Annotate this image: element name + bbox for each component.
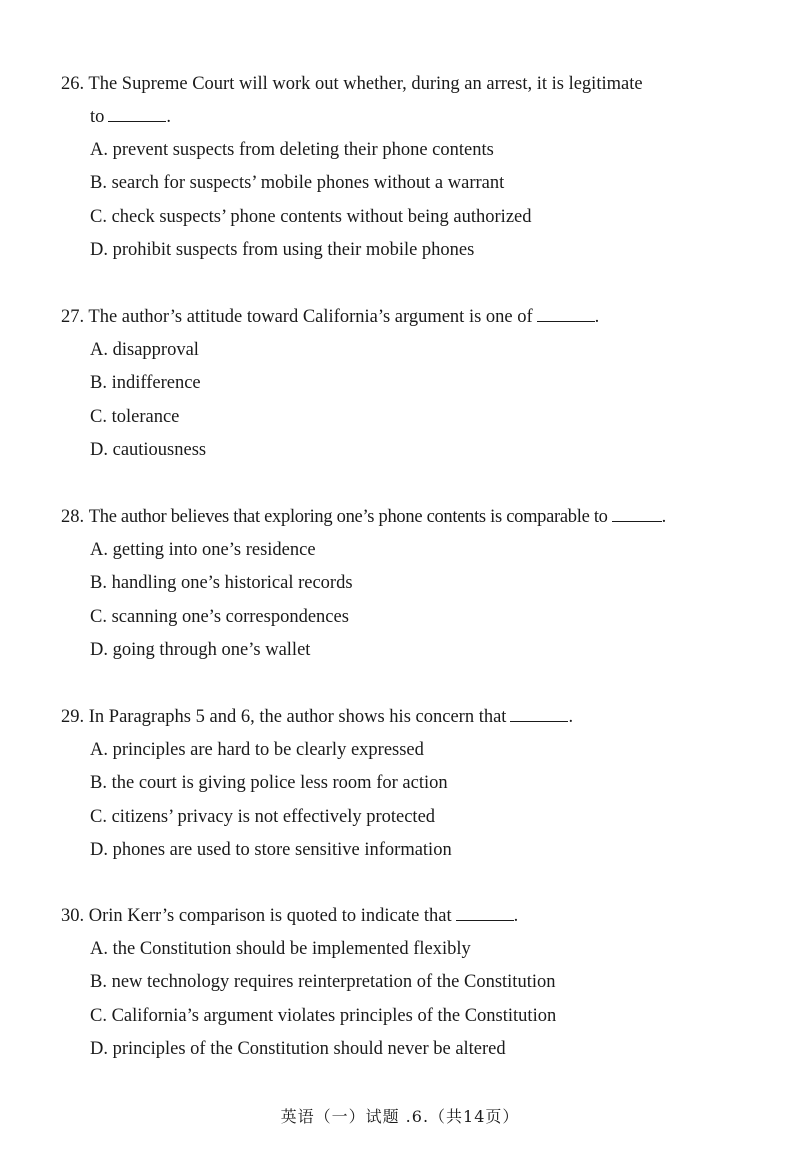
question-stem-end: .: [513, 906, 519, 926]
question-stem-end: .: [568, 707, 574, 727]
option-a: A. prevent suspects from deleting their phone contents: [90, 140, 494, 160]
answer-blank: [537, 307, 595, 322]
question-stem: [61, 68, 741, 101]
question-stem-text: In Paragraphs 5 and 6, the author shows his concern that: [88, 707, 507, 727]
option-list: [61, 134, 741, 267]
question-stem-end: .: [594, 307, 600, 327]
answer-blank: [612, 507, 662, 522]
option-d: D. going through one’s wallet: [90, 639, 311, 660]
option-c: C. California’s argument violates principles of the Constitution: [90, 1005, 557, 1026]
option-b: B. new technology requires reinterpretation of the Constitution: [90, 972, 556, 993]
question-26: [61, 68, 741, 267]
option-c: C. citizens’ privacy is not effectively protected: [90, 806, 436, 827]
question-30: [61, 900, 741, 1066]
option-list: [61, 933, 741, 1066]
question-stem: [61, 900, 741, 933]
question-stem-text: The author’s attitude toward California’s argument is one of: [88, 307, 533, 327]
question-stem: [61, 301, 741, 334]
option-b: B. search for suspects’ mobile phones without a warrant: [90, 173, 505, 194]
option-a: A. disapproval: [90, 340, 199, 360]
question-stem: [61, 701, 741, 734]
option-c: C. tolerance: [90, 406, 180, 427]
option-d: D. phones are used to store sensitive information: [90, 839, 452, 860]
question-number: 28.: [61, 507, 85, 527]
answer-blank: [456, 906, 514, 921]
question-28: [61, 501, 741, 667]
question-stem: [61, 501, 741, 534]
question-stem-text: The author believes that exploring one’s phone contents is comparable to: [88, 507, 608, 527]
option-b: B. handling one’s historical records: [90, 573, 353, 594]
answer-blank: [108, 107, 166, 122]
question-stem-end: .: [166, 107, 172, 127]
option-a: A. getting into one’s residence: [90, 540, 316, 560]
question-stem-end: .: [661, 507, 667, 527]
option-list: [61, 334, 741, 467]
option-a: A. principles are hard to be clearly expressed: [90, 740, 424, 760]
question-number: 26.: [61, 74, 85, 94]
answer-blank: [510, 707, 568, 722]
option-c: C. check suspects’ phone contents without being authorized: [90, 206, 532, 227]
question-stem-text: to: [90, 107, 105, 127]
option-d: D. principles of the Constitution should never be altered: [90, 1038, 506, 1059]
question-stem-continued: [61, 101, 741, 134]
option-d: D. cautiousness: [90, 439, 207, 460]
option-a: A. the Constitution should be implemented flexibly: [90, 939, 471, 959]
option-c: C. scanning one’s correspondences: [90, 606, 349, 627]
option-list: [61, 534, 741, 667]
question-29: [61, 701, 741, 867]
question-stem-text: Orin Kerr’s comparison is quoted to indicate that: [88, 906, 452, 926]
option-b: B. the court is giving police less room for action: [90, 773, 448, 794]
question-number: 29.: [61, 707, 85, 727]
question-stem-text: The Supreme Court will work out whether, during an arrest, it is legitimate: [88, 74, 643, 94]
option-b: B. indifference: [90, 373, 201, 394]
page-footer: 英语（一）试题 .6.（共14页）: [280, 1107, 520, 1126]
option-list: [61, 734, 741, 867]
question-number: 27.: [61, 307, 85, 327]
option-d: D. prohibit suspects from using their mobile phones: [90, 239, 475, 260]
question-27: [61, 301, 741, 467]
question-number: 30.: [61, 906, 85, 926]
